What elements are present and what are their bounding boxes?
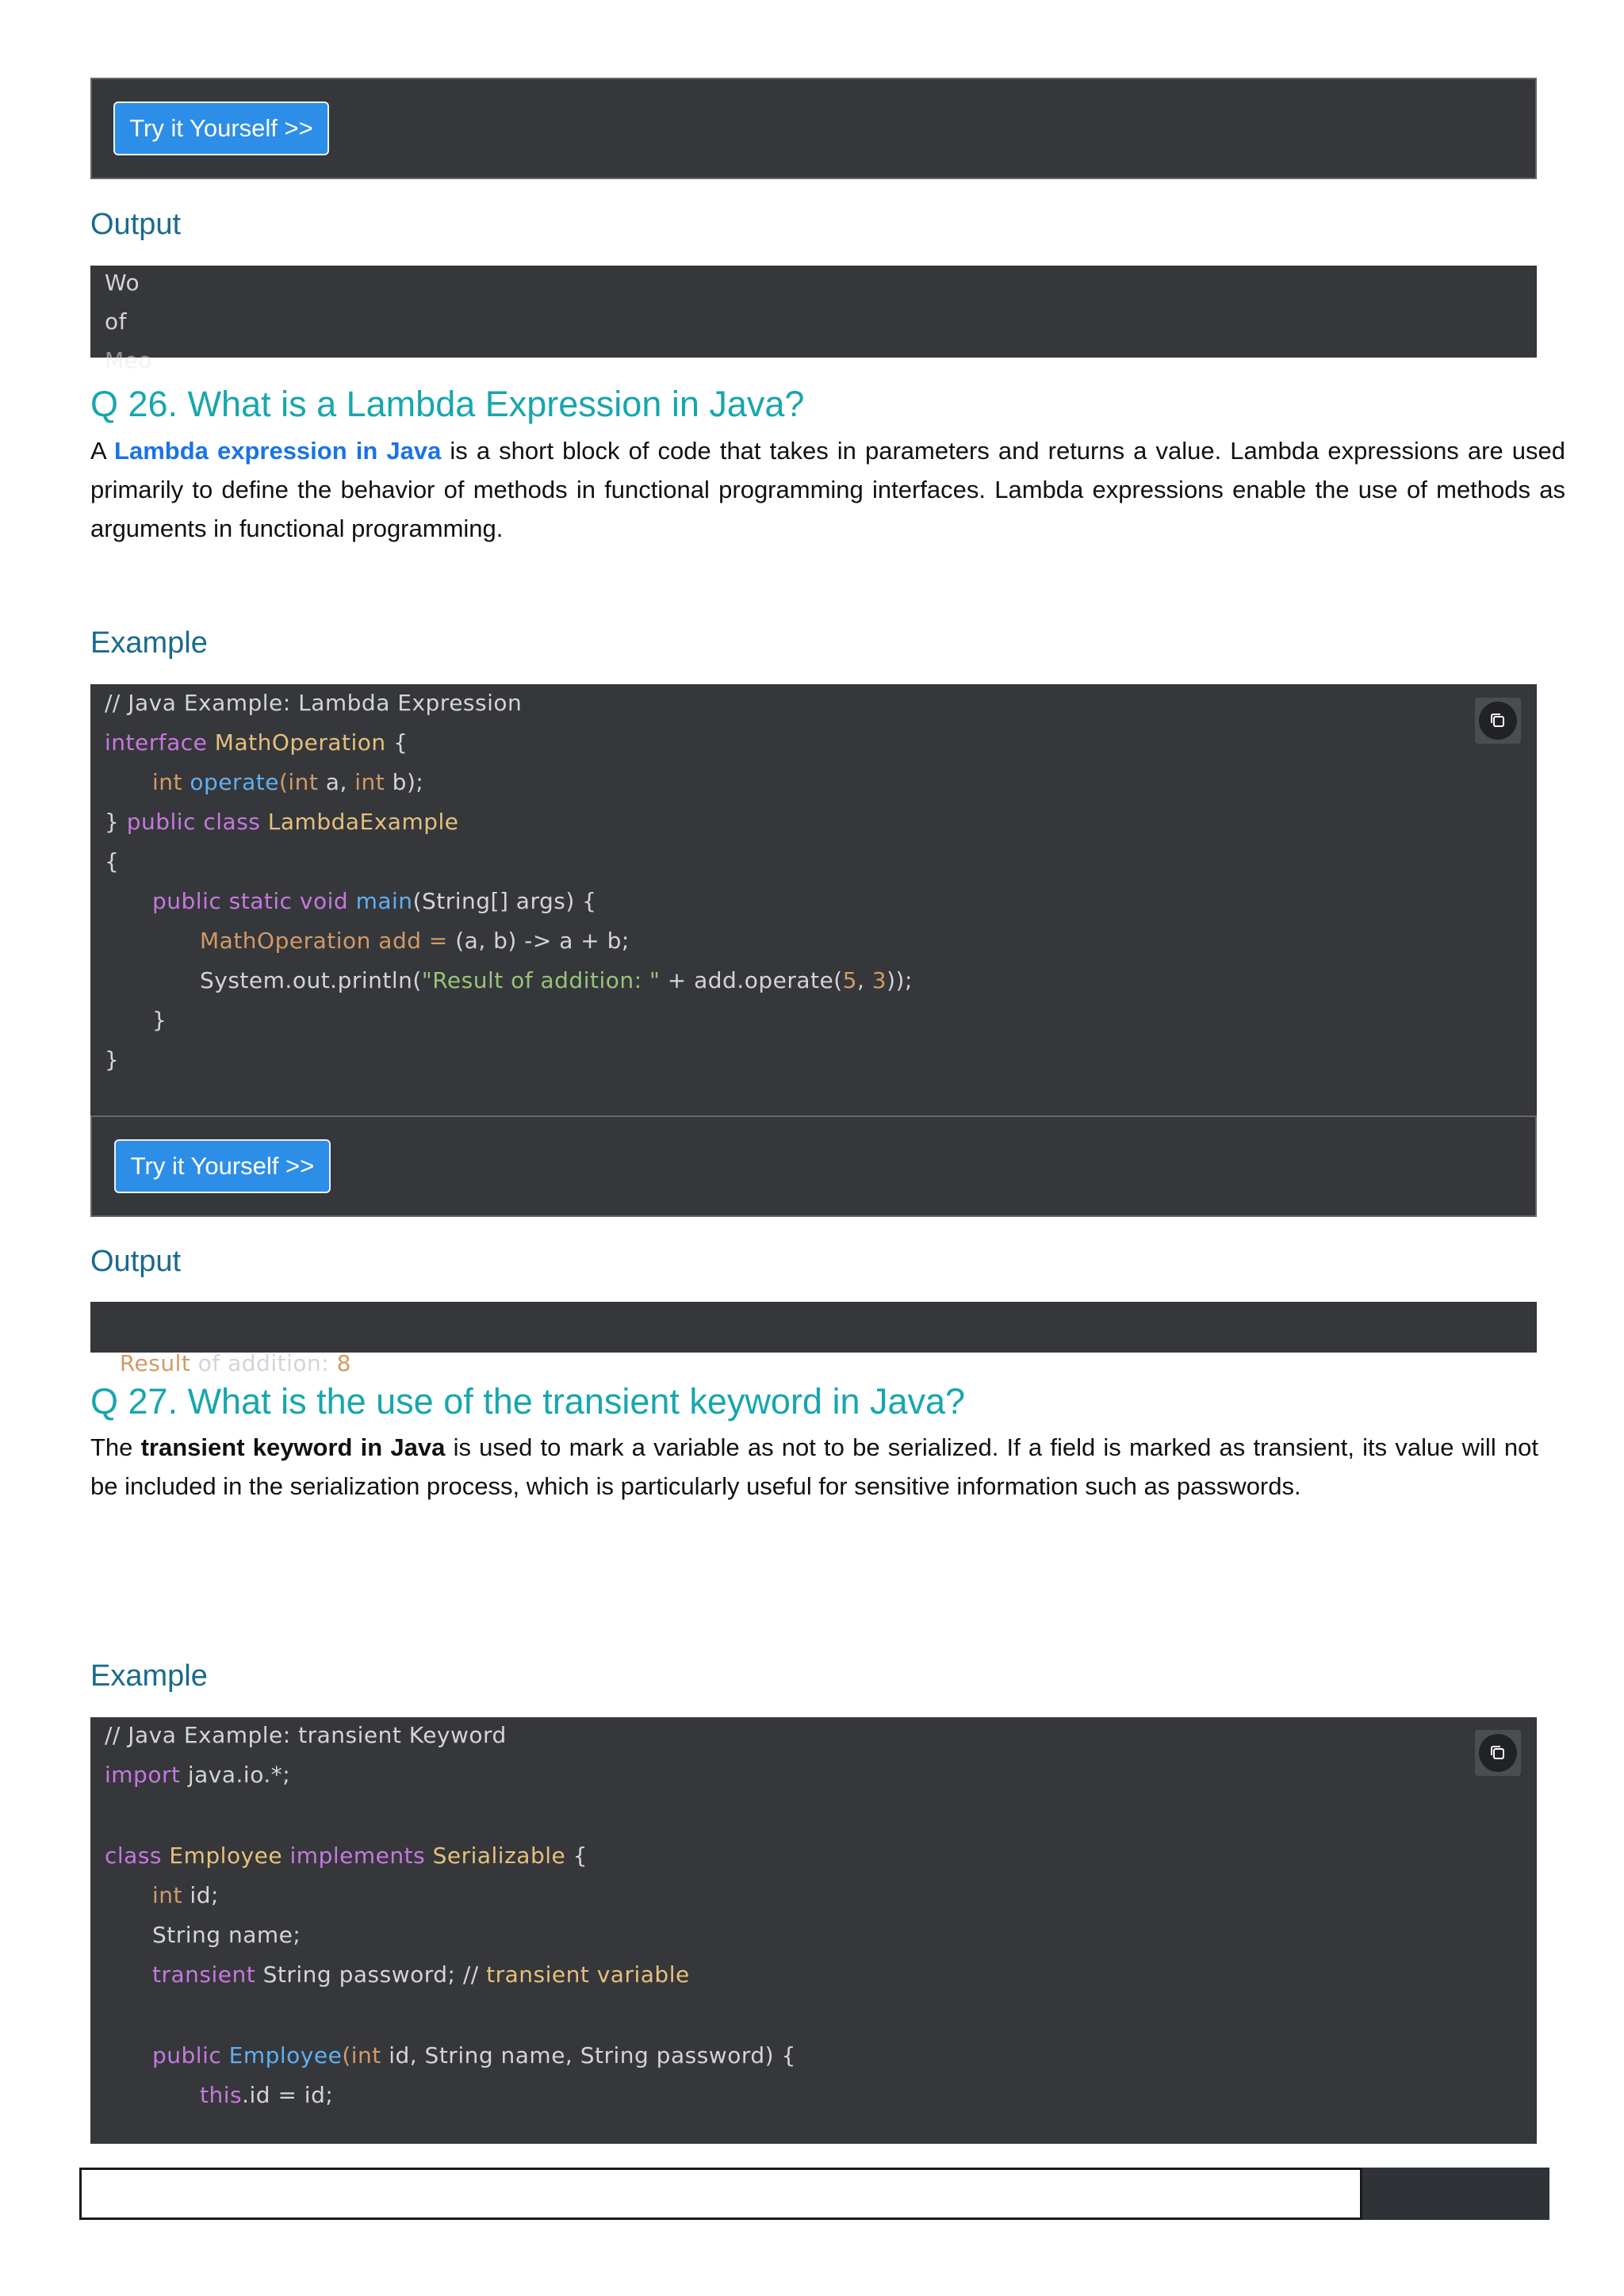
try-it-yourself-button[interactable]: Try it Yourself >> — [113, 101, 329, 155]
code-line: class Employee implements Serializable { — [105, 1843, 588, 1869]
code-line: // Java Example: transient Keyword — [105, 1722, 507, 1748]
output-line: Wo — [105, 270, 140, 296]
question-26-title: Q 26. What is a Lambda Expression in Java? — [90, 384, 805, 424]
transient-keyword-term: transient keyword in Java — [140, 1433, 446, 1461]
paragraph-text: is used to mark a variable as not to be serialized. If a field is marked as transient, its value will not be included in the serialization process, which is particularly useful for sensitive information such as passwords. — [90, 1433, 1538, 1500]
example-heading: Example — [90, 1659, 208, 1693]
output-heading: Output — [90, 208, 182, 241]
code-line: interface MathOperation { — [105, 729, 408, 756]
question-26-paragraph — [90, 431, 1565, 548]
copy-button[interactable] — [1475, 698, 1521, 744]
question-27-title: Q 27. What is the use of the transient keyword in Java? — [90, 1381, 966, 1422]
question-27-paragraph — [90, 1428, 1538, 1506]
code-line: } — [105, 1047, 120, 1073]
copy-button[interactable] — [1475, 1730, 1521, 1776]
lambda-expression-link[interactable]: Lambda expression in Java — [114, 437, 442, 465]
output-heading: Output — [90, 1245, 182, 1278]
output-line: Result of addition: 8 — [119, 1350, 351, 1376]
copy-icon — [1479, 1734, 1517, 1772]
code-line: import java.io.*; — [105, 1762, 291, 1788]
copy-icon — [1479, 702, 1517, 740]
output-panel-top — [90, 266, 1537, 358]
code-line: MathOperation add = (a, b) -> a + b; — [200, 928, 630, 954]
code-line: } — [152, 1007, 167, 1033]
paragraph-text: A — [90, 437, 115, 465]
code-line: // Java Example: Lambda Expression — [105, 690, 523, 716]
code-lines-lambda — [105, 683, 913, 1073]
code-line: { — [105, 848, 120, 874]
code-line: public Employee(int id, String name, String password) { — [152, 2042, 796, 2068]
code-line: System.out.println("Result of addition: " + add.operate(5, 3)); — [200, 967, 913, 993]
code-line: int id; — [152, 1882, 219, 1908]
paragraph-text: The — [90, 1433, 141, 1461]
paragraph-text: is a short block of code that takes in parameters and returns a value. Lambda expressions are used primarily to define the behavior of methods in functional programming interfaces. Lambda expressions enable the use of methods as arguments in functional programming. — [90, 437, 1565, 542]
code-line: transient String password; // transient variable — [152, 1961, 690, 1988]
code-line: public static void main(String[] args) { — [152, 888, 597, 914]
bottom-dark-block — [1362, 2168, 1549, 2220]
code-line: int operate(int a, int b); — [152, 769, 424, 795]
try-it-yourself-button[interactable]: Try it Yourself >> — [114, 1139, 331, 1193]
code-line: this.id = id; — [200, 2082, 334, 2108]
output-line: of — [105, 308, 127, 335]
code-line: } public class LambdaExample — [105, 809, 459, 835]
bottom-input-box[interactable] — [79, 2168, 1362, 2220]
code-line: String name; — [152, 1922, 301, 1948]
output-line: Meo — [105, 347, 153, 373]
code-lines-transient — [105, 1716, 796, 2108]
example-heading: Example — [90, 626, 208, 660]
